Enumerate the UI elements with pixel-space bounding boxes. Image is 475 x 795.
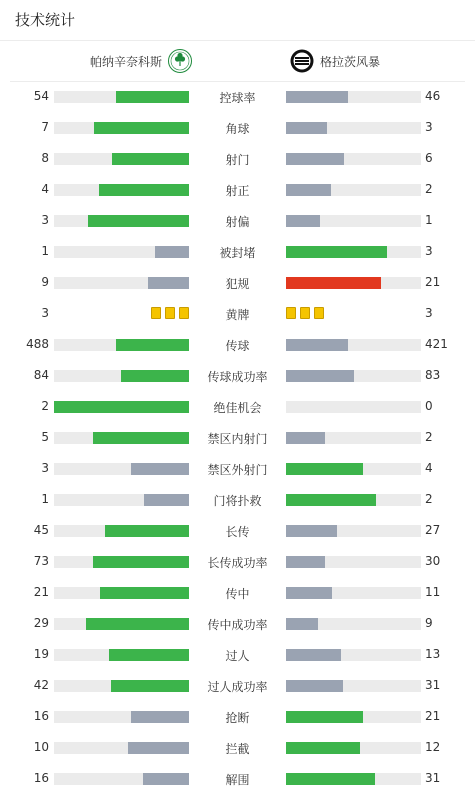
away-bar-track (286, 711, 421, 723)
home-bar-fill (116, 91, 189, 103)
away-bar-track (286, 432, 421, 444)
home-value: 488 (26, 337, 49, 351)
away-bar-fill (286, 370, 354, 382)
away-bar-track (286, 370, 421, 382)
stat-label: 犯规 (225, 277, 250, 291)
stat-row (0, 453, 475, 484)
away-value: 3 (425, 244, 433, 258)
home-bar-track (54, 153, 189, 165)
home-value: 1 (41, 244, 49, 258)
home-bar-fill (88, 215, 189, 227)
stat-label: 抢断 (225, 711, 250, 725)
away-bar-track (286, 742, 421, 754)
away-bar-fill (286, 618, 318, 630)
home-value: 3 (41, 306, 49, 320)
home-bar-track (54, 773, 189, 785)
home-value: 8 (41, 151, 49, 165)
away-value: 2 (425, 492, 433, 506)
away-bar-track (286, 277, 421, 289)
away-bar-fill (286, 246, 387, 258)
stat-row (0, 577, 475, 608)
stat-row (0, 112, 475, 143)
away-bar-fill (286, 494, 376, 506)
stat-label: 控球率 (219, 91, 256, 105)
away-bar-track (286, 246, 421, 258)
stat-row (0, 515, 475, 546)
away-bar-fill (286, 773, 375, 785)
home-bar-fill (100, 587, 189, 599)
stat-row (0, 174, 475, 205)
stat-row (0, 608, 475, 639)
home-team-name: 帕纳辛奈科斯 (89, 54, 162, 69)
away-value: 21 (425, 709, 441, 723)
home-value: 9 (41, 275, 49, 289)
stat-row (0, 670, 475, 701)
home-bar-track (54, 742, 189, 754)
stat-label: 射门 (225, 153, 250, 167)
stat-label: 长传 (225, 525, 250, 539)
away-bar-track (286, 153, 421, 165)
stat-row (0, 267, 475, 298)
away-value: 2 (425, 182, 433, 196)
title-bar (0, 0, 475, 41)
home-bar-track (54, 680, 189, 692)
stat-row (0, 329, 475, 360)
home-bar-fill (131, 463, 189, 475)
home-bar-fill (148, 277, 189, 289)
home-value: 73 (33, 554, 49, 568)
away-bar-fill (286, 556, 325, 568)
home-bar-fill (93, 432, 189, 444)
stat-row (0, 732, 475, 763)
stat-row (0, 143, 475, 174)
stat-label: 过人成功率 (207, 680, 268, 694)
away-value: 27 (425, 523, 441, 537)
away-bar-fill (286, 122, 327, 134)
home-value: 16 (33, 771, 49, 785)
stat-label: 黄牌 (225, 308, 250, 322)
stat-label: 拦截 (225, 742, 250, 756)
home-bar-track (54, 587, 189, 599)
away-value: 9 (425, 616, 433, 630)
away-bar-fill (286, 277, 381, 289)
home-bar-fill (143, 773, 189, 785)
away-bar-fill (286, 587, 332, 599)
home-bar-fill (93, 556, 189, 568)
stat-row (0, 422, 475, 453)
away-bar-fill (286, 711, 363, 723)
page-title: 技术统计 (15, 11, 76, 29)
stat-label: 传中 (225, 587, 250, 601)
stat-label: 射偏 (225, 215, 250, 229)
stat-row (0, 298, 475, 329)
stat-row (0, 360, 475, 391)
yellow-card-icon (300, 307, 310, 319)
home-value: 2 (41, 399, 49, 413)
team-header (10, 41, 465, 82)
away-bar-fill (286, 463, 363, 475)
stat-label: 传球 (225, 339, 250, 353)
home-bar-track (54, 91, 189, 103)
home-bar-fill (155, 246, 189, 258)
away-bar-fill (286, 432, 325, 444)
away-value: 6 (425, 151, 433, 165)
away-bar-track (286, 463, 421, 475)
home-bar-track (54, 246, 189, 258)
away-value: 2 (425, 430, 433, 444)
away-yellow-cards (286, 307, 324, 320)
home-value: 29 (33, 616, 49, 630)
home-bar-track (54, 463, 189, 475)
stat-row (0, 391, 475, 422)
yellow-card-icon (165, 307, 175, 319)
away-value: 3 (425, 120, 433, 134)
away-bar-track (286, 122, 421, 134)
stat-row (0, 639, 475, 670)
home-bar-track (54, 339, 189, 351)
stat-label: 解围 (225, 773, 250, 787)
away-bar-track (286, 556, 421, 568)
home-bar-track (54, 432, 189, 444)
home-value: 1 (41, 492, 49, 506)
yellow-card-icon (151, 307, 161, 319)
stat-row (0, 546, 475, 577)
away-bar-fill (286, 153, 344, 165)
away-bar-track (286, 618, 421, 630)
home-bar-fill (109, 649, 189, 661)
away-bar-track (286, 773, 421, 785)
stat-label: 传中成功率 (207, 618, 268, 632)
stat-label: 射正 (225, 184, 250, 198)
home-value: 45 (33, 523, 49, 537)
away-value: 30 (425, 554, 441, 568)
away-bar-track (286, 91, 421, 103)
home-bar-track (54, 122, 189, 134)
away-bar-fill (286, 525, 337, 537)
stat-label: 传球成功率 (207, 370, 268, 384)
away-value: 31 (425, 678, 441, 692)
home-bar-track (54, 711, 189, 723)
stat-label: 角球 (225, 122, 250, 136)
stat-label: 过人 (225, 649, 250, 663)
away-team[interactable] (290, 41, 380, 81)
stat-row (0, 763, 475, 794)
away-bar-fill (286, 184, 331, 196)
away-bar-fill (286, 91, 348, 103)
home-bar-fill (121, 370, 189, 382)
home-bar-fill (105, 525, 189, 537)
home-bar-fill (144, 494, 189, 506)
home-bar-track (54, 556, 189, 568)
stat-row (0, 484, 475, 515)
away-bar-track (286, 184, 421, 196)
away-bar-track (286, 587, 421, 599)
home-bar-track (54, 401, 189, 413)
yellow-card-icon (314, 307, 324, 319)
away-value: 21 (425, 275, 441, 289)
home-value: 3 (41, 461, 49, 475)
home-bar-track (54, 525, 189, 537)
away-value: 3 (425, 306, 433, 320)
away-value: 4 (425, 461, 433, 475)
away-value: 83 (425, 368, 441, 382)
away-value: 46 (425, 89, 441, 103)
away-bar-track (286, 680, 421, 692)
away-bar-track (286, 494, 421, 506)
away-value: 31 (425, 771, 441, 785)
home-value: 54 (33, 89, 49, 103)
stat-label: 长传成功率 (207, 556, 268, 570)
panathinaikos-shamrock-badge-icon (168, 49, 192, 73)
stat-row (0, 205, 475, 236)
stats-list (0, 81, 475, 794)
away-value: 12 (425, 740, 441, 754)
away-value: 13 (425, 647, 441, 661)
yellow-card-icon (286, 307, 296, 319)
away-value: 1 (425, 213, 433, 227)
home-value: 84 (33, 368, 49, 382)
away-bar-fill (286, 649, 341, 661)
home-value: 3 (41, 213, 49, 227)
home-bar-fill (86, 618, 189, 630)
home-bar-fill (99, 184, 189, 196)
stat-label: 门将扑救 (213, 494, 262, 508)
home-value: 5 (41, 430, 49, 444)
sturm-graz-badge-icon (290, 49, 314, 73)
home-value: 16 (33, 709, 49, 723)
away-value: 11 (425, 585, 441, 599)
away-bar-fill (286, 680, 343, 692)
yellow-card-icon (179, 307, 189, 319)
stat-row (0, 236, 475, 267)
home-value: 21 (33, 585, 49, 599)
home-bar-track (54, 618, 189, 630)
stat-label: 被封堵 (219, 246, 256, 260)
away-value: 421 (425, 337, 448, 351)
home-value: 42 (33, 678, 49, 692)
away-team-name: 格拉茨风暴 (320, 54, 381, 69)
home-bar-track (54, 649, 189, 661)
home-bar-fill (116, 339, 189, 351)
home-bar-track (54, 184, 189, 196)
away-bar-track (286, 339, 421, 351)
home-team[interactable] (90, 41, 192, 81)
away-value: 0 (425, 399, 433, 413)
home-bar-track (54, 494, 189, 506)
stat-row (0, 81, 475, 112)
away-bar-fill (286, 742, 360, 754)
home-value: 19 (33, 647, 49, 661)
home-bar-fill (94, 122, 189, 134)
away-bar-track (286, 215, 421, 227)
away-bar-track (286, 649, 421, 661)
home-bar-fill (111, 680, 189, 692)
home-value: 4 (41, 182, 49, 196)
home-bar-track (54, 277, 189, 289)
stat-label: 禁区外射门 (207, 463, 268, 477)
home-value: 10 (33, 740, 49, 754)
home-value: 7 (41, 120, 49, 134)
home-bar-fill (54, 401, 189, 413)
stat-label: 绝佳机会 (213, 401, 262, 415)
home-bar-track (54, 370, 189, 382)
away-bar-track (286, 401, 421, 413)
stat-label: 禁区内射门 (207, 432, 268, 446)
stat-row (0, 701, 475, 732)
away-bar-fill (286, 215, 320, 227)
home-bar-fill (128, 742, 189, 754)
home-bar-fill (131, 711, 189, 723)
home-bar-fill (112, 153, 189, 165)
home-bar-track (54, 215, 189, 227)
home-yellow-cards (151, 307, 189, 320)
away-bar-fill (286, 339, 348, 351)
away-bar-track (286, 525, 421, 537)
